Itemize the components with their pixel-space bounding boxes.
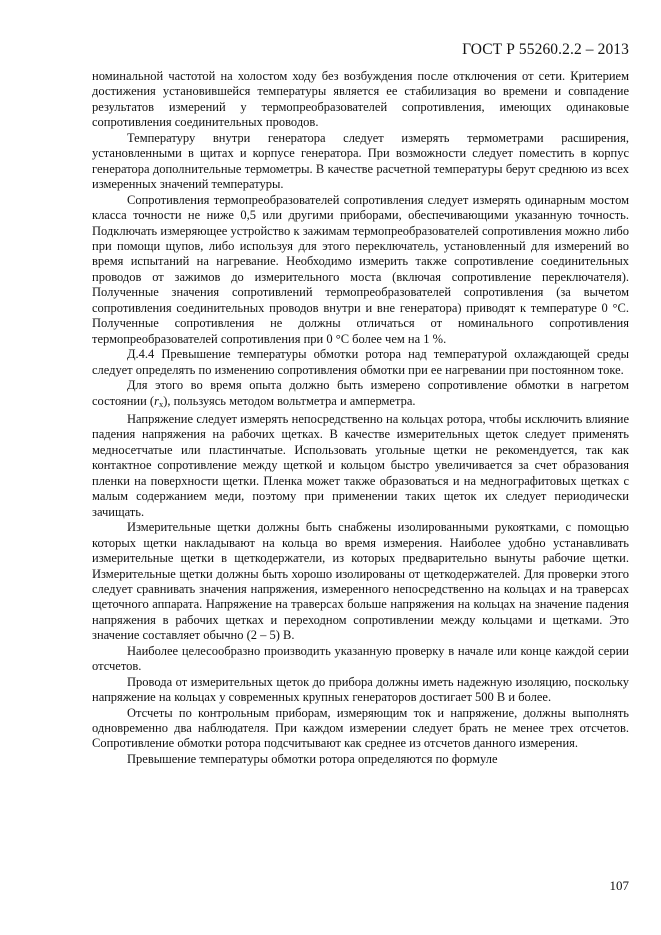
paragraph-formula-intro: Превышение температуры обмотки ротора определяются по формуле	[127, 751, 498, 766]
resistance-subscript: x	[158, 398, 164, 409]
paragraph-section-d44: Д.4.4 Превышение температуры обмотки ротора над температурой охлаждающей среды следует определять по изменению сопротивления обмотки при ее нагревании при постоянном токе.	[92, 347, 629, 377]
paragraph-temperature-inside: Температуру внутри генератора следует измерять термометрами расширения, установленными в щитах и корпусе генератора. При возможности следует поместить в корпус генератора дополнительные термометры. В качестве расчетной температуры берут среднюю из всех измеренных значений температуры.	[92, 130, 629, 192]
paragraph-wire-insulation: Провода от измерительных щеток до прибора должны иметь надежную изоляцию, поскольку напряжение на кольцах у современных крупных генераторов достигает 500 В и более.	[92, 674, 629, 705]
resistance-symbol: r	[154, 393, 159, 408]
body-text	[92, 69, 629, 767]
page-number: 107	[609, 878, 629, 893]
paragraph-readings: Отсчеты по контрольным приборам, измеряющим ток и напряжение, должны выполнять одновременно два наблюдателя. При каждом измерении следует брать не менее трех отсчетов. Сопротивление обмотки ротора подсчитывают как среднее из отсчетов данного измерения.	[92, 705, 629, 751]
paragraph-voltage-on-rings: Напряжение следует измерять непосредственно на кольцах ротора, чтобы исключить влияние падения напряжения на рабочих щетках. В качестве измерительных щеток следует применять медносетчатые или пластинчатые. Использовать угольные щетки не рекомендуется, так как контактное сопротивление между щеткой и кольцом быстро увеличивается за счет образования пленки на поверхности щетки. Пленка может также образоваться и на меднографитовых щетках с малым содержанием меди, поэтому при применении таких щеток их следует периодически зачищать.	[92, 411, 629, 519]
paragraph-hot-resistance: Для этого во время опыта должно быть измерено сопротивление обмотки в нагретом состоянии $(r_x)$, пользуясь методом вольтметра и амперметра.	[92, 378, 629, 409]
paragraph-continuation: номинальной частотой на холостом ходу без возбуждения после отключения от сети. Критерием достижения установившейся температуры является ее стабилизация во времени и совпадение результатов измерений у термопреобразователей сопротивления, имеющих одинаковые сопротивления соединительных проводов.	[92, 69, 629, 130]
paragraph-check-timing: Наиболее целесообразно производить указанную проверку в начале или конце каждой серии отсчетов.	[92, 643, 629, 674]
paragraph-resistance-measurement: Сопротивления термопреобразователей сопротивления следует измерять одинарным мостом класса точности не ниже 0,5 или другими приборами, обеспечивающими указанную точность. Подключать измеряющее устройство к зажимам термопреобразователей сопротивления можно либо при помощи щупов, либо используя для этого переключатель, установленный для измерений во время испытаний на нагревание. Необходимо измерить также сопротивление соединительных проводов от зажимов до измерительного моста (включая сопротивление переключателя). Полученные значения сопротивлений термопреобразователей сопротивления (за вычетом сопротивления соединительных проводов внутри и вне генератора) приводят к температуре 0 °С. Полученные сопротивления не должны отличаться от номинального сопротивления термопреобразователей сопротивления при 0 °С более чем на 1 %.	[92, 192, 629, 346]
paragraph-measuring-brushes: Измерительные щетки должны быть снабжены изолированными рукоятками, с помощью которых щетки накладывают на кольца во время измерения. Наиболее удобно устанавливать измерительные щетки в щеткодержатели, из которых предварительно вынуты рабочие щетки. Измерительные щетки должны быть хорошо изолированы от щеткодержателей. Для проверки этого следует сравнивать значения напряжения, измеренного непосредственно на кольцах и на траверсах щеточного аппарата. Напряжение на траверсах больше напряжения на кольцах на значение падения напряжения в рабочих щетках и переходном сопротивлении между кольцами и щетками. Это значение составляет обычно (2 – 5) В.	[92, 520, 629, 643]
standard-header: ГОСТ Р 55260.2.2 – 2013	[462, 41, 629, 58]
